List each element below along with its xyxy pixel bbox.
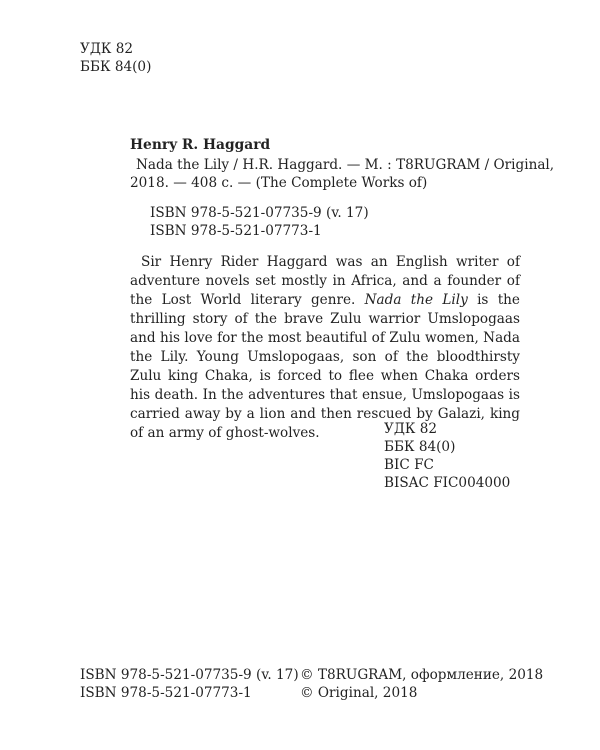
bibliographic-description xyxy=(130,156,555,192)
annotation xyxy=(130,253,520,443)
bibliographic-line-1: Nada the Lily / H.R. Haggard. — M. : T8RUGRAM / Original, xyxy=(136,157,555,173)
copyright-publisher: © T8RUGRAM, оформление, 2018 xyxy=(300,667,544,683)
footer-isbn-1: ISBN 978-5-521-07735-9 (v. 17) xyxy=(80,667,299,683)
annotation-paragraph xyxy=(130,253,520,443)
annotation-book-title: Nada the Lily xyxy=(364,292,468,308)
footer-isbn-2: ISBN 978-5-521-07773-1 xyxy=(80,685,252,701)
author-name: Henry R. Haggard xyxy=(130,137,271,153)
footer-isbn-block xyxy=(80,666,300,702)
footer-copyright-block xyxy=(300,666,560,702)
top-classification-codes xyxy=(80,40,280,76)
catalog-isbn-1: ISBN 978-5-521-07735-9 (v. 17) xyxy=(150,205,369,221)
catalog-record xyxy=(130,136,555,240)
classification-codes xyxy=(384,420,564,492)
top-udk-code: УДК 82 xyxy=(80,41,134,57)
top-bbk-code: ББК 84(0) xyxy=(80,59,152,75)
annotation-text-after: is the thrilling story of the brave Zulu warrior Umslopogaas and his love for the most beautiful of Zulu women, Nada the Lily. Young Umslopogaas, son of the bloodthirsty Zulu king Chaka, is forced to flee when Chaka orders his death. In the adventures that ensue, Umslopogaas is carried away by a lion and then rescued by Galazi, king of an army of ghost-wolves. xyxy=(130,292,520,441)
annotation-text-before: Sir Henry Rider Haggard was an English writer of adventure novels set mostly in Africa, and a founder of the Lost World literary genre. xyxy=(130,254,520,308)
copyright-original: © Original, 2018 xyxy=(300,685,418,701)
udk-code: УДК 82 xyxy=(384,421,438,437)
bic-code: BIC FC xyxy=(384,457,434,473)
catalog-isbn-2: ISBN 978-5-521-07773-1 xyxy=(150,223,322,239)
bisac-code: BISAC FIC004000 xyxy=(384,475,511,491)
bibliographic-line-2: 2018. — 408 c. — (The Complete Works of) xyxy=(130,175,428,191)
bbk-code: ББК 84(0) xyxy=(384,439,456,455)
catalog-isbn-block xyxy=(130,204,520,240)
